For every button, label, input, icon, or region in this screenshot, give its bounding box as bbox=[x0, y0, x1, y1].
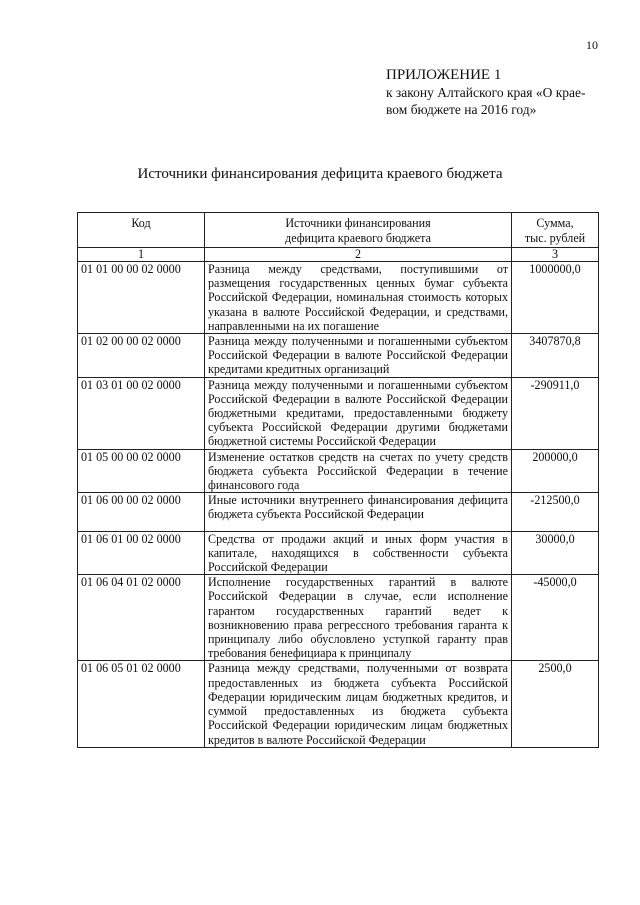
table-row bbox=[78, 575, 599, 661]
row-code: 01 06 01 00 02 0000 bbox=[78, 531, 205, 575]
row-amount: 2500,0 bbox=[512, 661, 599, 747]
table-row bbox=[78, 449, 599, 493]
appendix-heading bbox=[386, 66, 626, 118]
header-sum-line-2: тыс. рублей bbox=[524, 231, 586, 245]
document-title: Источники финансирования дефицита краевого бюджета bbox=[137, 166, 503, 182]
financing-sources-table bbox=[77, 212, 599, 748]
header-source-line-1: Источники финансирования bbox=[285, 216, 431, 230]
table-row bbox=[78, 493, 599, 531]
row-description: Разница между средствами, поступившими от размещения государственных ценных бумаг субъекта Российской Федерации, номинальная стоимость которых указана в валюте Российской Федерации, и средствами, направленными на их погашение bbox=[205, 262, 512, 334]
table-header-row bbox=[78, 213, 599, 248]
header-sum-line-1: Сумма, bbox=[536, 216, 574, 230]
appendix-title: ПРИЛОЖЕНИЕ 1 bbox=[386, 67, 502, 83]
row-code: 01 05 00 00 02 0000 bbox=[78, 449, 205, 493]
table-row bbox=[78, 262, 599, 334]
table-row bbox=[78, 531, 599, 575]
appendix-line-1: к закону Алтайского края «О крае- bbox=[386, 85, 586, 100]
row-amount: -290911,0 bbox=[512, 377, 599, 449]
column-number-2: 2 bbox=[205, 248, 512, 262]
row-amount: 3407870,8 bbox=[512, 334, 599, 378]
header-sum bbox=[512, 213, 599, 248]
row-description: Иные источники внутреннего финансирования дефицита бюджета субъекта Российской Федерации bbox=[205, 493, 512, 531]
row-description: Разница между средствами, полученными от возврата предоставленных из бюджета субъекта Российской Федерации юридическим лицам бюджетных кредитов, и суммой предоставленных из бюджета субъекта Российской Федерации юридическим лицам бюджетных кредитов в валюте Российской Федерации bbox=[205, 661, 512, 747]
row-code: 01 06 04 01 02 0000 bbox=[78, 575, 205, 661]
row-amount: -212500,0 bbox=[512, 493, 599, 531]
row-code: 01 01 00 00 02 0000 bbox=[78, 262, 205, 334]
row-amount: 200000,0 bbox=[512, 449, 599, 493]
row-code: 01 06 00 00 02 0000 bbox=[78, 493, 205, 531]
table-row bbox=[78, 661, 599, 747]
row-code: 01 03 01 00 02 0000 bbox=[78, 377, 205, 449]
row-description: Разница между полученными и погашенными субъектом Российской Федерации в валюте Российской Федерации бюджетными кредитами, предоставленными бюджету субъекта Российской Федерации другими бюджетами бюджетной системы Российской Федерации bbox=[205, 377, 512, 449]
table-row bbox=[78, 377, 599, 449]
row-description: Средства от продажи акций и иных форм участия в капитале, находящихся в собственности субъекта Российской Федерации bbox=[205, 531, 512, 575]
row-code: 01 06 05 01 02 0000 bbox=[78, 661, 205, 747]
header-source bbox=[205, 213, 512, 248]
row-description: Исполнение государственных гарантий в валюте Российской Федерации в случае, если исполнение гарантом государственных гарантий ведет к возникновению права регрессного требования гаранта к принципалу либо обусловлено уступкой гаранту прав требования бенефициара к принципалу bbox=[205, 575, 512, 661]
row-code: 01 02 00 00 02 0000 bbox=[78, 334, 205, 378]
row-description: Изменение остатков средств на счетах по учету средств бюджета субъекта Российской Федерации в течение финансового года bbox=[205, 449, 512, 493]
row-amount: 30000,0 bbox=[512, 531, 599, 575]
column-number-1: 1 bbox=[78, 248, 205, 262]
page-number: 10 bbox=[586, 38, 598, 52]
row-amount: 1000000,0 bbox=[512, 262, 599, 334]
row-description: Разница между полученными и погашенными субъектом Российской Федерации в валюте Российской Федерации кредитами кредитных организаций bbox=[205, 334, 512, 378]
table-row bbox=[78, 334, 599, 378]
appendix-line-2: вом бюджете на 2016 год» bbox=[386, 102, 537, 117]
header-code-label: Код bbox=[131, 216, 151, 230]
column-number-3: 3 bbox=[512, 248, 599, 262]
header-code bbox=[78, 213, 205, 248]
column-number-row bbox=[78, 248, 599, 262]
header-source-line-2: дефицита краевого бюджета bbox=[285, 231, 431, 245]
row-amount: -45000,0 bbox=[512, 575, 599, 661]
